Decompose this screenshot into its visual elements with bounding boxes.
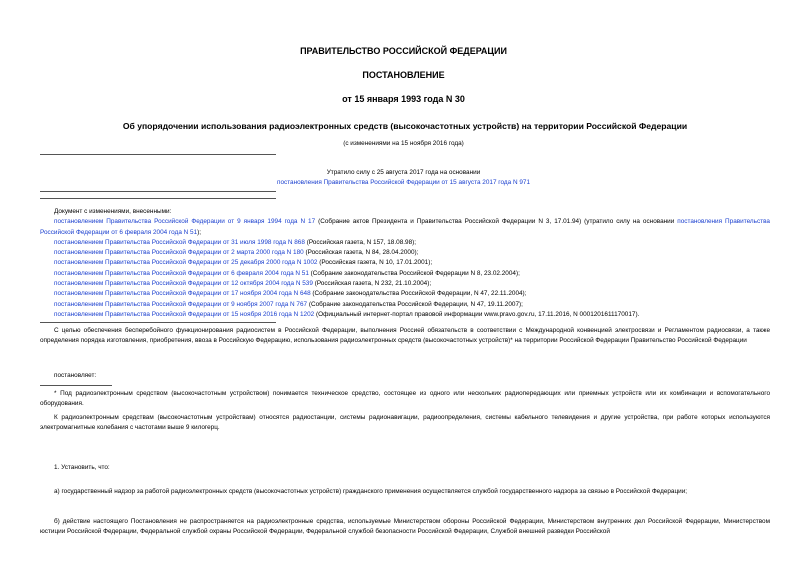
editions-intro: Документ с изменениями, внесенными: — [54, 208, 172, 215]
void-notice-link[interactable]: постановления Правительства Российской Федерации от 15 августа 2017 года N 971 — [276, 179, 531, 186]
footnote-1: * Под радиоэлектронным средством (высокочастотным устройством) понимается техническое средство, состоящее из одного или нескольких радиопередающих или приемных устройств или их комбинации и вспомогательного оборудования. — [40, 390, 770, 408]
edition-item — [40, 258, 770, 268]
edition-source: (Российская газета, N 84, 28.04.2000); — [303, 249, 419, 257]
government-heading: ПРАВИТЕЛЬСТВО РОССИЙСКОЙ ФЕДЕРАЦИИ — [300, 46, 507, 56]
item-1-a: а) государственный надзор за работой радиоэлектронных средств (высокочастотных устройств) гражданского применения осуществляется службой государственного надзора за связью в Российской Федерации; — [54, 488, 688, 495]
divider — [40, 154, 276, 155]
edition-link[interactable]: постановлением Правительства Российской Федерации от 15 ноября 2016 года N 1202 — [54, 310, 315, 318]
edition-source: (Российская газета, N 10, 17.01.2001); — [317, 259, 433, 267]
edition-item — [40, 217, 770, 238]
amendment-note: (с изменениями на 15 ноября 2016 года) — [343, 140, 464, 147]
edition-source: (Российская газета, N 232, 21.10.2004); — [312, 280, 432, 288]
edition-item — [40, 279, 770, 289]
resolves: постановляет: — [54, 372, 97, 379]
edition-link[interactable]: постановлением Правительства Российской Федерации от 6 февраля 2004 года N 51 — [54, 269, 309, 277]
edition-link[interactable]: постановлением Правительства Российской Федерации от 17 ноября 2004 года N 648 — [54, 290, 311, 298]
edition-item — [40, 238, 770, 248]
edition-source: (Собрание законодательства Российской Федерации N 8, 23.02.2004); — [308, 269, 520, 277]
edition-link[interactable]: постановлением Правительства Российской Федерации от 2 марта 2000 года N 180 — [54, 249, 304, 257]
edition-source: ); — [197, 228, 202, 236]
document-title: Об упорядочении использования радиоэлектронных средств (высокочастотных устройств) на территории Российской Федерации — [122, 121, 688, 131]
edition-source: (Собрание законодательства Российской Федерации, N 47, 19.11.2007); — [307, 300, 523, 308]
edition-link[interactable]: постановлением Правительства Российской Федерации от 9 января 1994 года N 17 — [54, 218, 316, 226]
document-date: от 15 января 1993 года N 30 — [342, 94, 465, 104]
edition-link[interactable]: постановлением Правительства Российской Федерации от 9 ноября 2007 года N 767 — [54, 300, 308, 308]
item-1-b: б) действие настоящего Постановления не распространяется на радиоэлектронные средства, используемые Министерством обороны Российской Федерации, Министерством внутренних дел Российской Федерации, Министерством юстиции Российской Федерации, Федеральной службой охраны Российской Федерации, Федеральной службой безопасности Российской Федерации, Службой внешней разведки Российской — [40, 518, 770, 536]
edition-item — [40, 269, 770, 279]
divider — [40, 322, 276, 323]
edition-source: (Российская газета, N 157, 18.08.98); — [304, 238, 417, 246]
footnote-2: К радиоэлектронным средствам (высокочастотным устройствам) относятся радиостанции, системы радионавигации, радиоопределения, системы кабельного телевидения и другие устройства, при работе которых используются электромагнитные колебания с частотами выше 9 килогерц. — [40, 414, 770, 432]
item-1: 1. Установить, что: — [54, 464, 110, 471]
edition-link[interactable]: постановлением Правительства Российской Федерации от 12 октября 2004 года N 539 — [54, 280, 313, 288]
edition-source: (Официальный интернет-портал правовой информации www.pravo.gov.ru, 17.11.2016, N 0001201611170017). — [314, 310, 640, 318]
footnote-divider — [40, 385, 112, 386]
edition-link[interactable]: постановлением Правительства Российской Федерации от 25 декабря 2000 года N 1002 — [54, 259, 318, 267]
preamble: С целью обеспечения бесперебойного функционирования радиосистем в Российской Федерации, выполнения Россией обязательств в соответствии с Международной конвенцией электросвязи и Регламентом радиосвязи, а также определения порядка изготовления, приобретения, ввоза в Российскую Федерацию, использования радиоэлектронных средств (высокочастотных устройств)* на территории Российской Федерации Правительство Российской Федерации — [40, 327, 770, 345]
edition-link[interactable]: постановления Правительства Российской Федерации от 6 февраля 2004 года N 51 — [40, 218, 770, 236]
edition-item — [40, 289, 770, 299]
divider — [40, 191, 276, 192]
edition-link[interactable]: постановлением Правительства Российской Федерации от 31 июля 1998 года N 868 — [54, 238, 305, 246]
edition-item — [40, 310, 770, 320]
edition-item — [40, 248, 770, 258]
editions-list — [40, 207, 770, 320]
edition-source: (Собрание актов Президента и Правительства Российской Федерации N 3, 17.01.94) (утратило силу на основании — [315, 218, 678, 226]
edition-source: (Собрание законодательства Российской Федерации, N 47, 22.11.2004); — [310, 290, 527, 298]
divider — [40, 198, 276, 199]
void-notice-line: Утратило силу с 25 августа 2017 года на основании — [326, 169, 481, 176]
edition-item — [40, 300, 770, 310]
document-type: ПОСТАНОВЛЕНИЕ — [362, 70, 445, 80]
